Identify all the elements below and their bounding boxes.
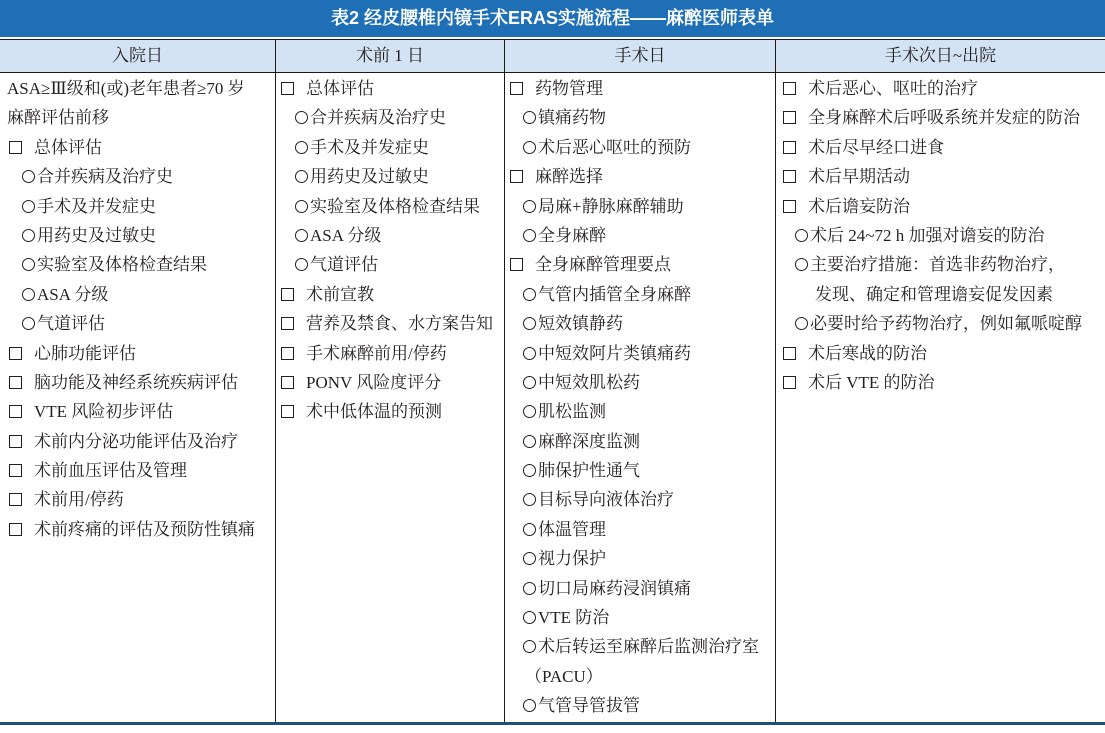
checklist-subitem — [276, 250, 504, 279]
circle-bullet-icon — [523, 111, 536, 124]
checklist-subitem — [776, 221, 1105, 250]
checkbox-icon — [783, 347, 796, 360]
checklist-item — [276, 339, 504, 368]
checklist-subitem — [276, 192, 504, 221]
circle-bullet-icon — [295, 229, 308, 242]
circle-bullet-icon — [22, 258, 35, 271]
checkbox-icon — [783, 82, 796, 95]
item-text: 肌松监测 — [538, 402, 606, 422]
circle-bullet-icon — [795, 258, 808, 271]
circle-bullet-icon — [523, 405, 536, 418]
circle-bullet-icon — [523, 317, 536, 330]
checklist-subitem — [276, 221, 504, 250]
checklist-subitem — [505, 691, 775, 720]
item-text: 全身麻醉术后呼吸系统并发症的防治 — [808, 108, 1080, 128]
checklist-item — [776, 133, 1105, 162]
circle-bullet-icon — [523, 552, 536, 565]
item-text: 术后恶心呕吐的预防 — [538, 137, 691, 157]
checklist-item — [276, 368, 504, 397]
checklist-item — [0, 133, 275, 162]
column-surgery-day — [505, 73, 776, 722]
checklist-item — [0, 339, 275, 368]
checklist-item — [776, 339, 1105, 368]
item-text: 心肺功能评估 — [34, 343, 136, 363]
item-text: 术前血压评估及管理 — [34, 461, 187, 481]
checklist-item — [276, 74, 504, 103]
item-text: 术后 24~72 h 加强对谵妄的防治 — [810, 225, 1045, 245]
item-text: 术前用/停药 — [34, 490, 124, 510]
checklist-subitem — [505, 103, 775, 132]
item-text: 视力保护 — [538, 549, 606, 569]
checklist-subitem — [776, 309, 1105, 338]
item-text: 实验室及体格检查结果 — [37, 255, 207, 275]
item-text: 手术及并发症史 — [310, 137, 429, 157]
circle-bullet-icon — [523, 493, 536, 506]
checkbox-icon — [281, 288, 294, 301]
checkbox-icon — [281, 317, 294, 330]
column-postop-to-discharge — [776, 73, 1105, 722]
circle-bullet-icon — [523, 523, 536, 536]
circle-bullet-icon — [22, 229, 35, 242]
circle-bullet-icon — [22, 200, 35, 213]
checklist-subitem — [0, 309, 275, 338]
item-text: 术中低体温的预测 — [306, 402, 442, 422]
checklist-subitem — [505, 192, 775, 221]
item-text: 局麻+静脉麻醉辅助 — [538, 196, 684, 216]
circle-bullet-icon — [795, 229, 808, 242]
item-text: 脑功能及神经系统疾病评估 — [34, 372, 238, 392]
circle-bullet-icon — [295, 141, 308, 154]
item-text: 发现、确定和管理谵妄促发因素 — [815, 284, 1053, 304]
checklist-subitem — [505, 515, 775, 544]
text-line — [776, 280, 1105, 309]
item-text: 术后谵妄防治 — [808, 196, 910, 216]
checklist-subitem — [505, 280, 775, 309]
checklist-item — [0, 456, 275, 485]
text-line — [505, 662, 775, 691]
item-text: 体温管理 — [538, 519, 606, 539]
circle-bullet-icon — [22, 170, 35, 183]
checkbox-icon — [281, 347, 294, 360]
item-text: 中短效阿片类镇痛药 — [538, 343, 691, 363]
circle-bullet-icon — [523, 699, 536, 712]
item-text: 中短效肌松药 — [538, 372, 640, 392]
item-text: （PACU） — [525, 666, 603, 686]
checkbox-icon — [9, 347, 22, 360]
checkbox-icon — [9, 435, 22, 448]
item-text: 术前疼痛的评估及预防性镇痛 — [34, 519, 255, 539]
checklist-subitem — [505, 485, 775, 514]
circle-bullet-icon — [523, 288, 536, 301]
column-header-postop-to-discharge: 手术次日~出院 — [884, 46, 997, 65]
circle-bullet-icon — [523, 347, 536, 360]
table-title: 表2 经皮腰椎内镜手术ERAS实施流程——麻醉医师表单 — [0, 0, 1105, 37]
circle-bullet-icon — [523, 376, 536, 389]
checkbox-icon — [9, 376, 22, 389]
checklist-subitem — [776, 250, 1105, 279]
checklist-subitem — [505, 456, 775, 485]
item-text: 切口局麻药浸润镇痛 — [538, 578, 691, 598]
column-header-surgery-day: 手术日 — [505, 40, 776, 72]
item-text: 术后早期活动 — [808, 167, 910, 187]
circle-bullet-icon — [523, 611, 536, 624]
checkbox-icon — [783, 111, 796, 124]
item-text: 全身麻醉管理要点 — [535, 255, 671, 275]
circle-bullet-icon — [523, 200, 536, 213]
circle-bullet-icon — [295, 258, 308, 271]
checklist-subitem — [505, 133, 775, 162]
checklist-subitem — [505, 339, 775, 368]
checkbox-icon — [9, 464, 22, 477]
checkbox-icon — [783, 376, 796, 389]
item-text: 目标导向液体治疗 — [538, 490, 674, 510]
item-text: 手术麻醉前用/停药 — [306, 343, 447, 363]
checkbox-icon — [281, 82, 294, 95]
checklist-subitem — [276, 162, 504, 191]
item-text: VTE 风险初步评估 — [34, 402, 174, 422]
item-text: 气管导管拔管 — [538, 696, 640, 716]
checklist-subitem — [0, 250, 275, 279]
item-text: 主要治疗措施：首选非药物治疗， — [810, 255, 1065, 275]
checkbox-icon — [9, 493, 22, 506]
checklist-subitem — [276, 103, 504, 132]
item-text: 术后尽早经口进食 — [808, 137, 944, 157]
item-text: 营养及禁食、水方案告知 — [306, 314, 493, 334]
item-text: 气管内插管全身麻醉 — [538, 284, 691, 304]
checklist-item — [776, 162, 1105, 191]
checklist-item — [776, 103, 1105, 132]
checklist-subitem — [276, 133, 504, 162]
circle-bullet-icon — [22, 317, 35, 330]
item-text: 术后转运至麻醉后监测治疗室 — [538, 637, 759, 657]
checkbox-icon — [783, 141, 796, 154]
circle-bullet-icon — [295, 200, 308, 213]
item-text: 全身麻醉 — [538, 225, 606, 245]
checklist-subitem — [505, 544, 775, 573]
circle-bullet-icon — [295, 170, 308, 183]
checklist-item — [0, 427, 275, 456]
checklist-item — [276, 280, 504, 309]
checklist-item — [505, 162, 775, 191]
item-text: 用药史及过敏史 — [310, 167, 429, 187]
item-text: ASA 分级 — [310, 225, 382, 245]
checkbox-icon — [281, 405, 294, 418]
item-text: 镇痛药物 — [538, 108, 606, 128]
item-text: 术后寒战的防治 — [808, 343, 927, 363]
checklist-subitem — [505, 309, 775, 338]
checklist-item — [505, 74, 775, 103]
item-text: 麻醉深度监测 — [538, 431, 640, 451]
item-text: 术后 VTE 的防治 — [808, 372, 935, 392]
checklist-subitem — [505, 368, 775, 397]
checklist-item — [0, 515, 275, 544]
checklist-item — [776, 368, 1105, 397]
item-text: 实验室及体格检查结果 — [310, 196, 480, 216]
checklist-item — [276, 397, 504, 426]
checkbox-icon — [9, 141, 22, 154]
table-header-row — [0, 40, 1105, 73]
checklist-subitem — [0, 280, 275, 309]
item-text: 气道评估 — [37, 314, 105, 334]
item-text: 术前宣教 — [306, 284, 374, 304]
checklist-item — [776, 74, 1105, 103]
checkbox-icon — [9, 523, 22, 536]
column-admission-day — [0, 73, 276, 722]
checklist-subitem — [505, 221, 775, 250]
checklist-subitem — [505, 632, 775, 661]
checklist-item — [776, 192, 1105, 221]
circle-bullet-icon — [523, 582, 536, 595]
item-text: 总体评估 — [34, 137, 102, 157]
item-text: 短效镇静药 — [538, 314, 623, 334]
checkbox-icon — [9, 405, 22, 418]
column-preop-day-1 — [276, 73, 505, 722]
item-text: 总体评估 — [306, 79, 374, 98]
checkbox-icon — [510, 82, 523, 95]
checklist-table — [0, 39, 1105, 725]
item-text: VTE 防治 — [538, 608, 610, 628]
checkbox-icon — [783, 170, 796, 183]
circle-bullet-icon — [795, 317, 808, 330]
checklist-subitem — [0, 221, 275, 250]
checkbox-icon — [281, 376, 294, 389]
item-text: 气道评估 — [310, 255, 378, 275]
item-text: 手术及并发症史 — [37, 196, 156, 216]
item-text: ASA≥Ⅲ级和(或)老年患者≥70 岁 — [7, 79, 245, 98]
checklist-subitem — [0, 192, 275, 221]
checklist-item — [0, 485, 275, 514]
checkbox-icon — [510, 170, 523, 183]
column-header-admission-day: 入院日 — [0, 40, 276, 72]
column-header-preop-day-1: 术前 1 日 — [276, 40, 505, 72]
item-text: 必要时给予药物治疗，例如氟哌啶醇 — [810, 314, 1082, 334]
item-text: 合并疾病及治疗史 — [37, 167, 173, 187]
item-text: 麻醉评估前移 — [7, 108, 109, 128]
checklist-subitem — [505, 397, 775, 426]
circle-bullet-icon — [523, 640, 536, 653]
item-text: ASA 分级 — [37, 284, 109, 304]
circle-bullet-icon — [523, 141, 536, 154]
item-text: 药物管理 — [535, 79, 603, 98]
text-line — [0, 103, 275, 132]
text-line — [0, 74, 275, 103]
checklist-subitem — [505, 427, 775, 456]
item-text: 术后恶心、呕吐的治疗 — [808, 79, 978, 98]
checklist-item — [0, 397, 275, 426]
checklist-item — [276, 309, 504, 338]
checklist-subitem — [0, 162, 275, 191]
checklist-item — [0, 368, 275, 397]
checkbox-icon — [783, 200, 796, 213]
checkbox-icon — [510, 258, 523, 271]
item-text: 用药史及过敏史 — [37, 225, 156, 245]
circle-bullet-icon — [523, 435, 536, 448]
circle-bullet-icon — [523, 229, 536, 242]
item-text: 术前内分泌功能评估及治疗 — [34, 431, 238, 451]
circle-bullet-icon — [295, 111, 308, 124]
checklist-item — [505, 250, 775, 279]
table-body-row — [0, 73, 1105, 722]
item-text: 合并疾病及治疗史 — [310, 108, 446, 128]
circle-bullet-icon — [22, 288, 35, 301]
item-text: 肺保护性通气 — [538, 461, 640, 481]
checklist-subitem — [505, 603, 775, 632]
item-text: PONV 风险度评分 — [306, 372, 442, 392]
item-text: 麻醉选择 — [535, 167, 603, 187]
circle-bullet-icon — [523, 464, 536, 477]
checklist-subitem — [505, 574, 775, 603]
